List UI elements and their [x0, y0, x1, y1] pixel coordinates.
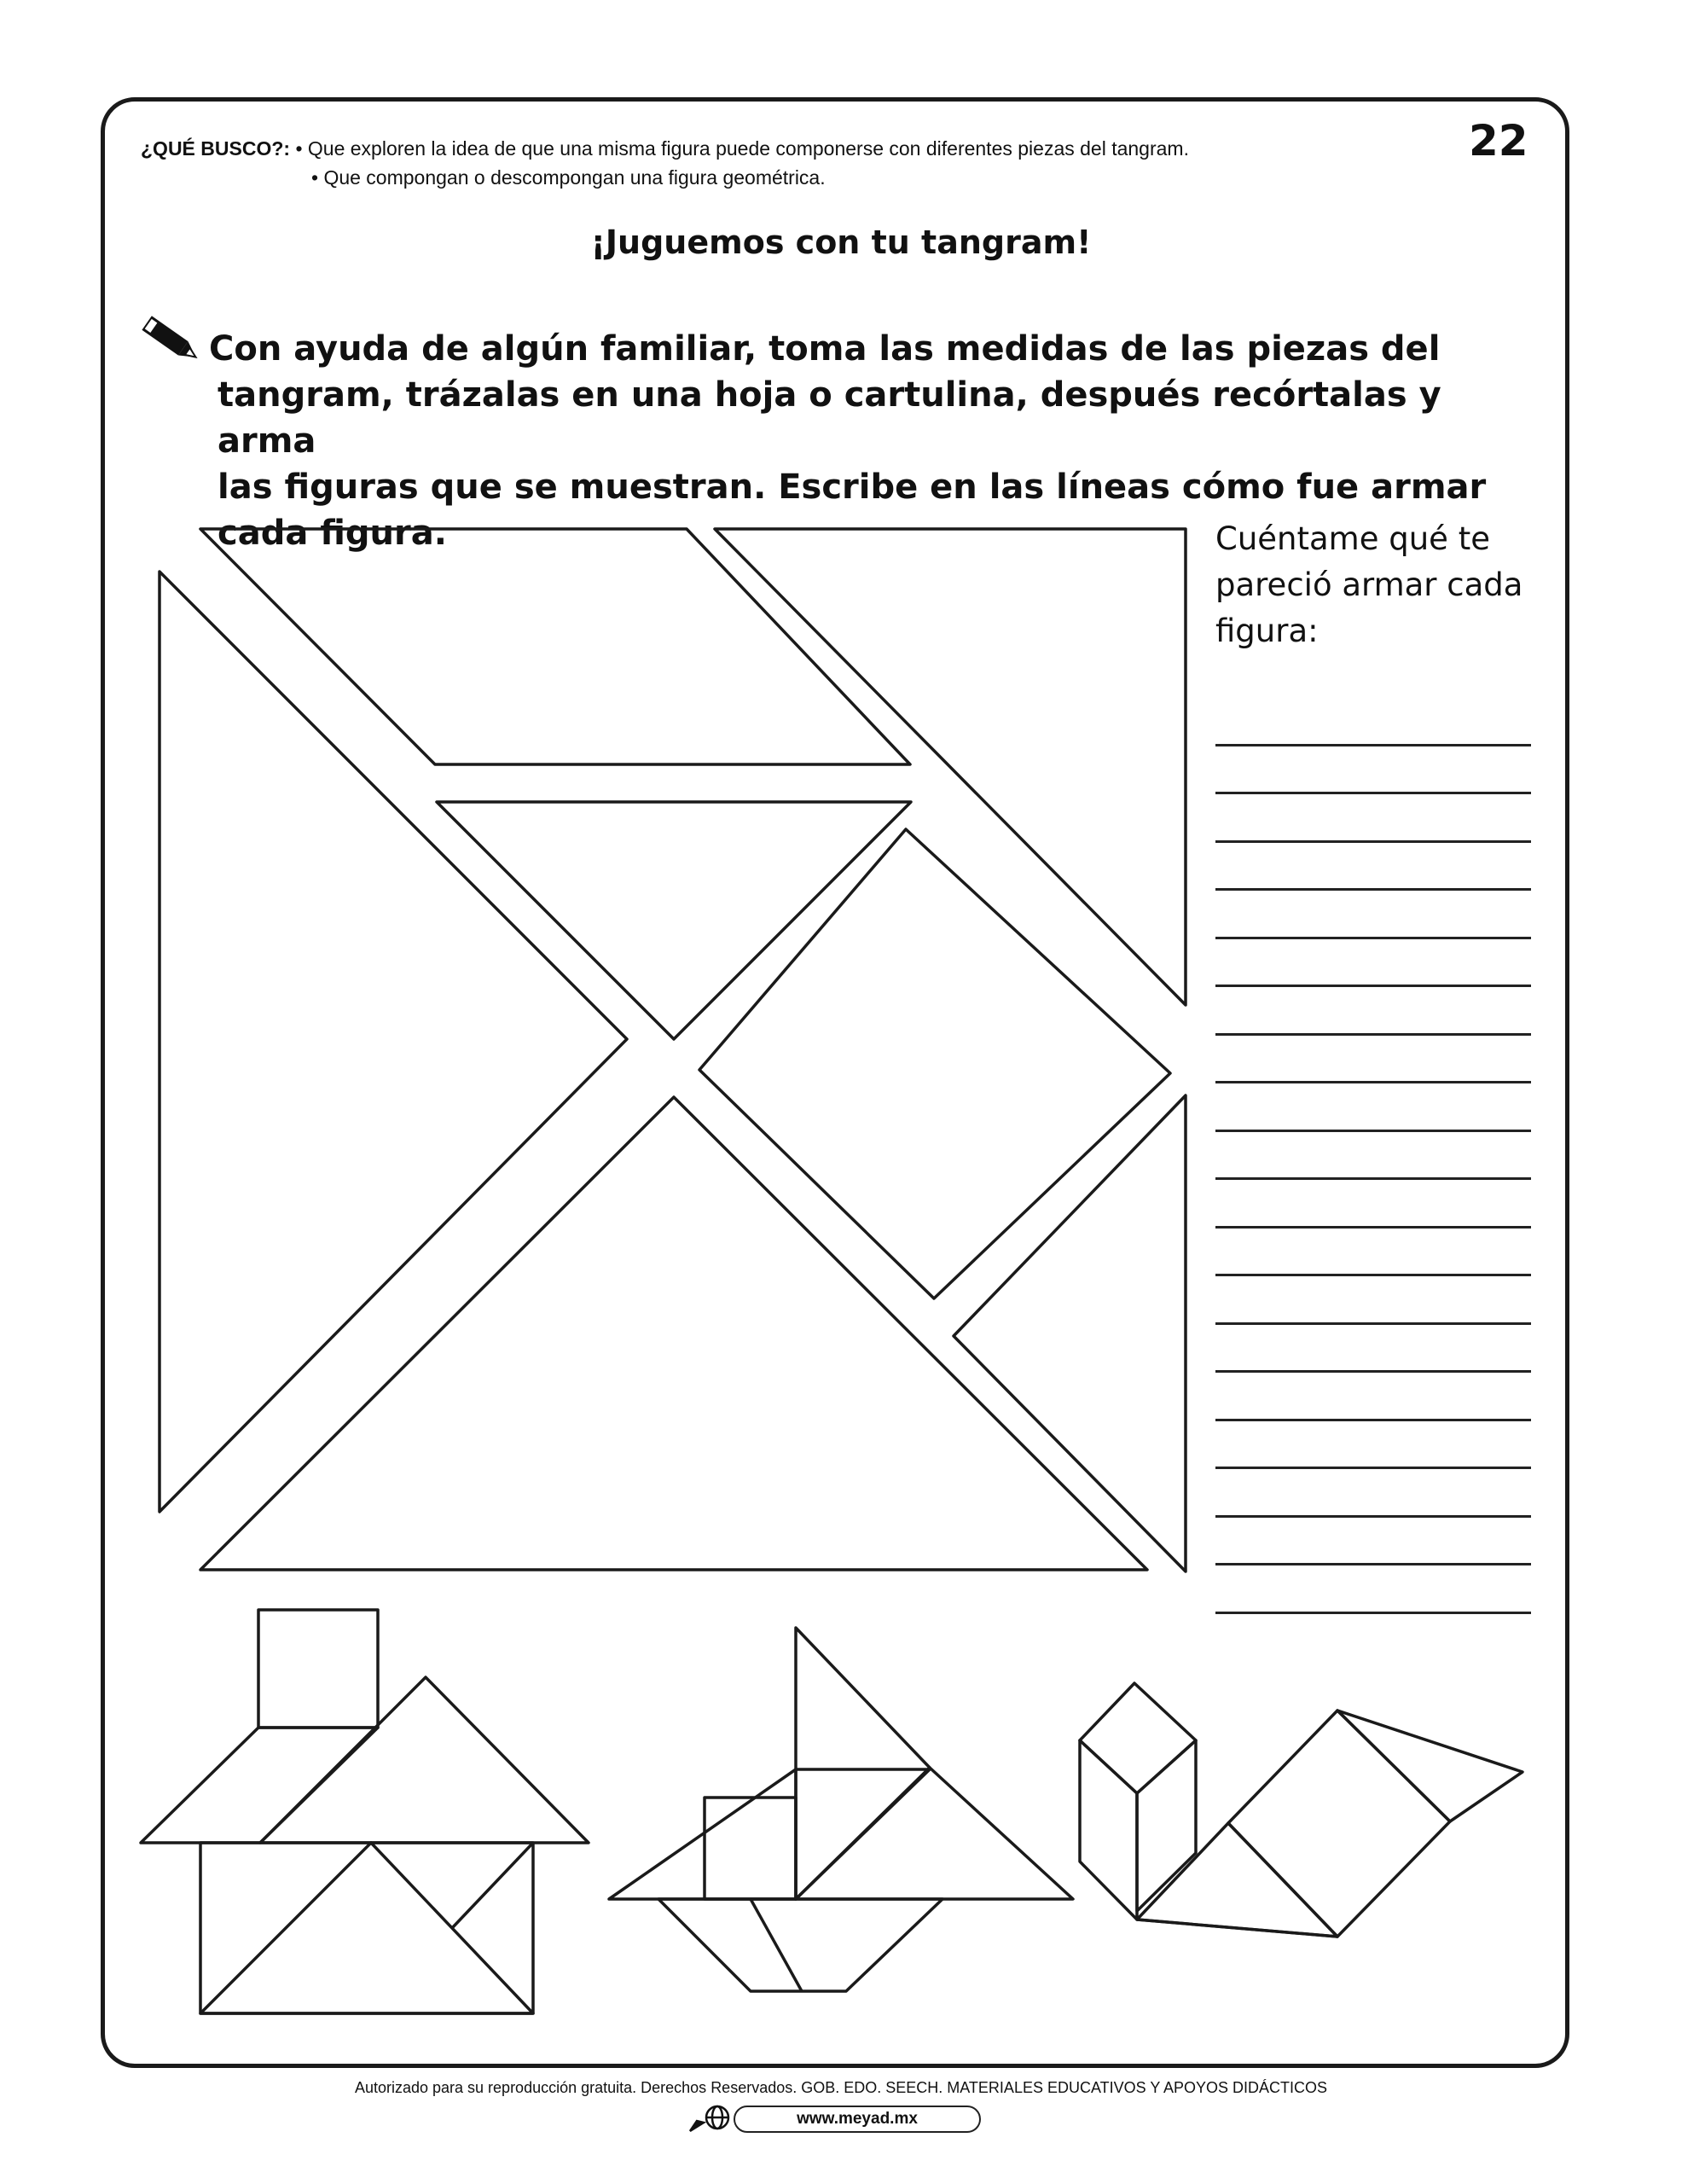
- website-link[interactable]: www.meyad.mx: [734, 2106, 981, 2133]
- tangram-parallelogram: [200, 529, 910, 764]
- figure-house: [141, 1610, 589, 2013]
- objectives-label: ¿QUÉ BUSCO?:: [141, 137, 291, 160]
- instruction-line-1: Con ayuda de algún familiar, toma las medidas de las piezas del: [209, 329, 1441, 369]
- tangram-square: [699, 829, 1170, 1298]
- page-number: 22: [1469, 116, 1528, 166]
- tangram-medium-triangle-bottom: [200, 1097, 1147, 1570]
- footer-text: Autorizado para su reproducción gratuita. Derechos Reservados. GOB. EDO. SEECH. MATERIALES EDUCATIVOS Y APOYOS DIDÁCTICOS: [354, 2079, 1328, 2096]
- instruction-line-2: tangram, trázalas en una hoja o cartulina, después recórtalas y arma: [218, 375, 1441, 461]
- instruction-line-3: las figuras que se muestran. Escribe en las líneas cómo fue armar: [218, 468, 1487, 507]
- side-prompt-line-2: pareció armar cada: [1215, 566, 1523, 603]
- globe-cursor-icon: [687, 2100, 733, 2135]
- tangram-large-triangle-left: [160, 572, 627, 1512]
- side-prompt-line-3: figura:: [1215, 613, 1319, 649]
- figure-boat: [609, 1628, 1073, 1991]
- objective-1: • Que exploren la idea de que una misma figura puede componerse con diferentes piezas del tangram.: [295, 137, 1189, 160]
- page-title: ¡Juguemos con tu tangram!: [590, 224, 1092, 261]
- tangram-large-triangle-top-right: [715, 529, 1186, 1005]
- side-prompt-line-1: Cuéntame qué te: [1215, 520, 1490, 557]
- tangram-small-triangle-right: [954, 1095, 1186, 1571]
- figure-swan: [1080, 1683, 1522, 1937]
- objective-2: • Que compongan o descompongan una figura geométrica.: [311, 166, 826, 189]
- instruction-line-4: cada figura.: [218, 514, 447, 553]
